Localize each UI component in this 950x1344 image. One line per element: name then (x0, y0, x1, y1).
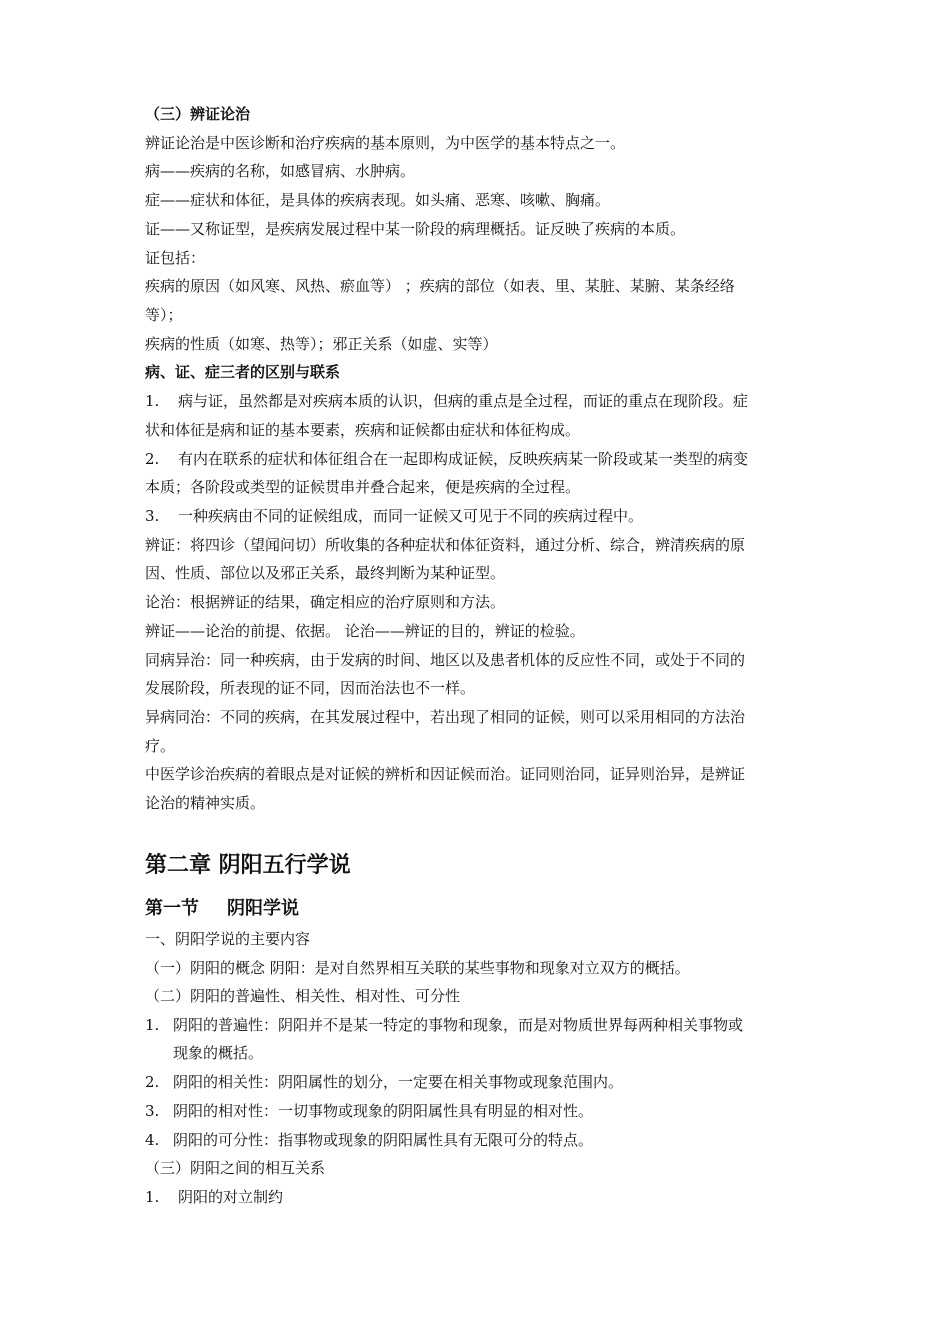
text-line: 症——症状和体征，是具体的疾病表现。如头痛、恶寒、咳嗽、胸痛。 (145, 191, 611, 209)
list-number: 1. (145, 392, 160, 410)
text-line: 疾病的性质（如寒、热等）；邪正关系（如虚、实等） (145, 335, 498, 353)
list-number: 2. (145, 450, 160, 468)
list-number: 3. (145, 507, 160, 525)
list-item-cont: 现象的概括。 (173, 1044, 264, 1062)
list-item: 阴阳的普遍性：阴阳并不是某一特定的事物和现象，而是对物质世界每两种相关事物或 (173, 1016, 744, 1034)
list-item: 阴阳的相关性：阴阳属性的划分，一定要在相关事物或现象范围内。 (173, 1073, 624, 1091)
text-line: 因、性质、部位以及邪正关系，最终判断为某种证型。 (145, 564, 506, 582)
text-line: 中医学诊治疾病的着眼点是对证候的辨析和因证候而治。证同则治同，证异则治异，是辨证 (145, 765, 746, 783)
text-line: 疗。 (145, 737, 176, 755)
list-item: 阴阳的对立制约 (178, 1188, 284, 1206)
text-line: 病——疾病的名称，如感冒病、水肿病。 (145, 162, 416, 180)
text-line: 证包括： (145, 249, 206, 267)
text-line: 疾病的原因（如风寒、风热、瘀血等） ；疾病的部位（如表、里、某脏、某腑、某条经络 (145, 277, 735, 295)
text-line: 一、阴阳学说的主要内容 (145, 930, 311, 948)
list-number: 1. (145, 1016, 160, 1034)
text-line: 同病异治：同一种疾病，由于发病的时间、地区以及患者机体的反应性不同，或处于不同的 (145, 651, 746, 669)
list-item: 病与证，虽然都是对疾病本质的认识，但病的重点是全过程，而证的重点在现阶段。症 (178, 392, 749, 410)
list-number: 3. (145, 1102, 160, 1120)
section-name: 阴阳学说 (227, 898, 299, 919)
text-line: （三）阴阳之间的相互关系 (145, 1159, 326, 1177)
section-title (145, 897, 299, 921)
subheading: 病、证、症三者的区别与联系 (145, 363, 341, 381)
text-line: 辨证：将四诊（望闻问切）所收集的各种症状和体征资料，通过分析、综合，辨清疾病的原 (145, 536, 746, 554)
text-line: 发展阶段，所表现的证不同，因而治法也不一样。 (145, 679, 476, 697)
list-item: 阴阳的相对性：一切事物或现象的阴阳属性具有明显的相对性。 (173, 1102, 594, 1120)
text-line: （一）阴阳的概念 阴阳：是对自然界相互关联的某些事物和现象对立双方的概括。 (145, 959, 690, 977)
list-item-cont: 本质；各阶段或类型的证候贯串并叠合起来，便是疾病的全过程。 (145, 478, 581, 496)
section-heading: （三）辨证论治 (145, 105, 251, 123)
text-line: 论治：根据辨证的结果，确定相应的治疗原则和方法。 (145, 593, 506, 611)
text-line: 证——又称证型，是疾病发展过程中某一阶段的病理概括。证反映了疾病的本质。 (145, 220, 686, 238)
list-item: 阴阳的可分性：指事物或现象的阴阳属性具有无限可分的特点。 (173, 1131, 594, 1149)
text-line: 辨证论治是中医诊断和治疗疾病的基本原则，为中医学的基本特点之一。 (145, 134, 626, 152)
list-item: 有内在联系的症状和体征组合在一起即构成证候，反映疾病某一阶段或某一类型的病变 (178, 450, 749, 468)
section-label: 第一节 (145, 898, 199, 919)
list-number: 4. (145, 1131, 160, 1149)
text-line: （二）阴阳的普遍性、相关性、相对性、可分性 (145, 987, 461, 1005)
text-line: 辨证——论治的前提、依据。 论治——辨证的目的，辨证的检验。 (145, 622, 585, 640)
list-number: 1. (145, 1188, 160, 1206)
text-line: 论治的精神实质。 (145, 794, 266, 812)
list-item-cont: 状和体征是病和证的基本要素，疾病和证候都由症状和体征构成。 (145, 421, 581, 439)
list-item: 一种疾病由不同的证候组成，而同一证候又可见于不同的疾病过程中。 (178, 507, 644, 525)
chapter-title: 第二章 阴阳五行学说 (145, 852, 351, 878)
text-line: 异病同治：不同的疾病，在其发展过程中，若出现了相同的证候，则可以采用相同的方法治 (145, 708, 746, 726)
text-line: 等）； (145, 306, 183, 324)
list-number: 2. (145, 1073, 160, 1091)
